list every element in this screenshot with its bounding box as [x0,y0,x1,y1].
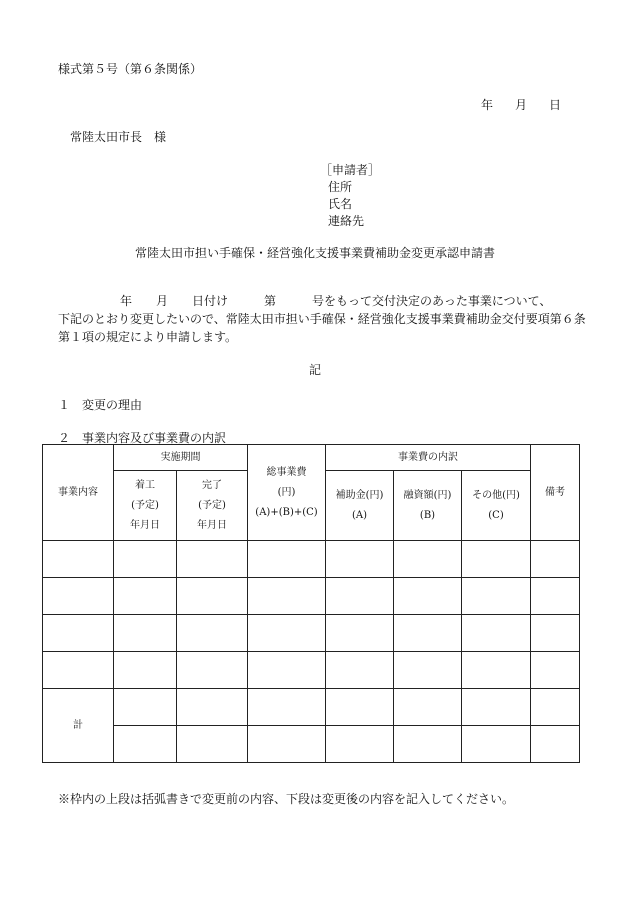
body-line-1: 年 月 日付け 第 号をもって交付決定のあった事業について、 [120,294,552,308]
item-breakdown: ２ 事業内容及び事業費の内訳 [58,431,227,445]
applicant-address: 住所 [328,180,353,194]
table-row [43,578,580,615]
total-row [43,726,580,763]
header-loan: 融資額(円) (B) [394,471,462,541]
header-breakdown: 事業費の内訳 [326,445,531,471]
applicant-name: 氏名 [328,197,353,211]
ki-heading: 記 [308,363,321,377]
applicant-heading: ［申請者］ [320,163,381,177]
body-text [58,292,588,346]
date-year: 年 [481,98,494,112]
header-other: その他(円) (C) [462,471,531,541]
footnote: ※枠内の上段は括弧書きで変更前の内容、下段は変更後の内容を記入してください。 [58,792,515,806]
header-remarks: 備考 [531,445,580,541]
total-row [43,689,580,726]
breakdown-table [42,444,580,763]
table-row [43,652,580,689]
total-label: 計 [43,689,114,763]
table-row [43,615,580,652]
applicant-block [320,162,380,230]
table-row [43,541,580,578]
header-start: 着工 (予定) 年月日 [114,471,177,541]
item-change-reason: １ 変更の理由 [58,398,143,412]
date-line [481,96,561,113]
header-total: 総事業費 (円) (A)+(B)+(C) [248,445,326,541]
applicant-contact: 連絡先 [328,214,365,228]
date-day: 日 [549,98,562,112]
header-period: 実施期間 [114,445,248,471]
addressee: 常陸太田市長 様 [70,130,167,144]
header-content: 事業内容 [43,445,114,541]
form-number: 様式第５号（第６条関係） [58,62,203,76]
document-title: 常陸太田市担い手確保・経営強化支援事業費補助金変更承認申請書 [134,246,495,260]
body-line-2: 下記のとおり変更したいので、常陸太田市担い手確保・経営強化支援事業費補助金交付要項第６条第１項の規定により申請します。 [58,312,586,344]
header-finish: 完了 (予定) 年月日 [177,471,248,541]
header-subsidy: 補助金(円) (A) [326,471,394,541]
date-month: 月 [515,98,528,112]
